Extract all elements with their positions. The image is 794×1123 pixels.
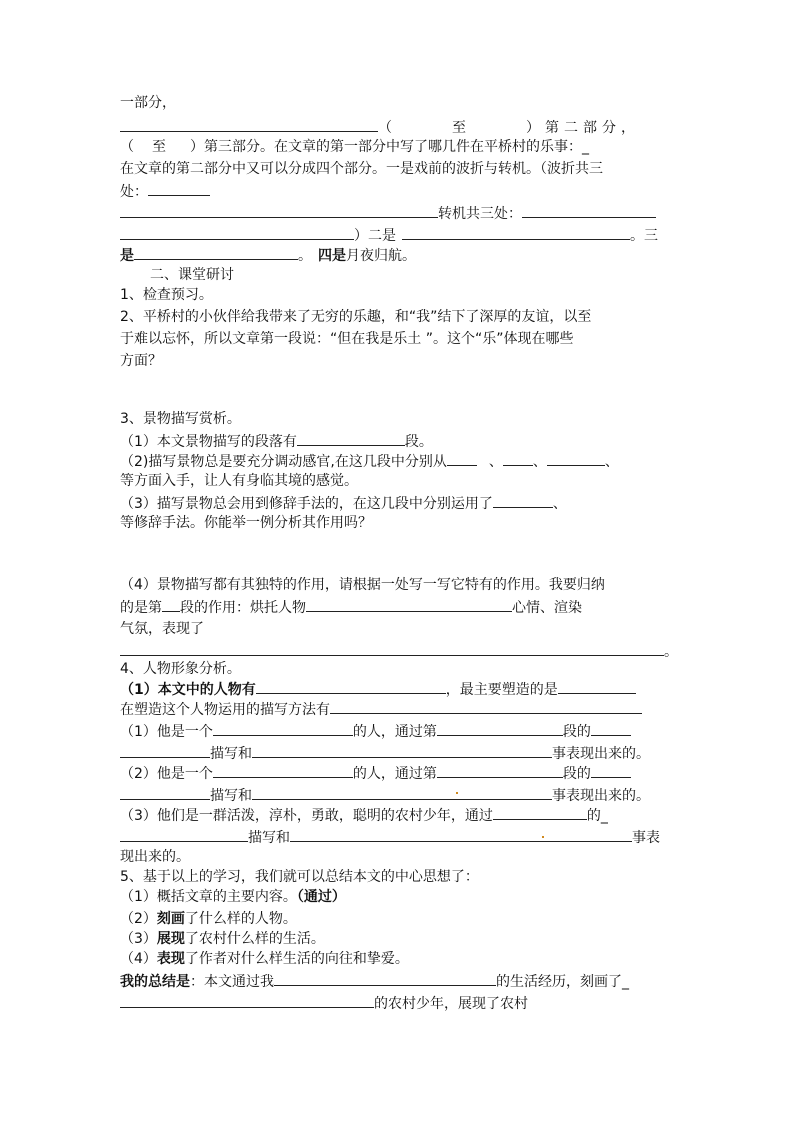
line-37: （3）展现了农村什么样的生活。 (120, 931, 325, 947)
blank[interactable] (134, 244, 298, 260)
line-8: 是 。 四是月夜归航。 (120, 244, 676, 266)
blank[interactable] (493, 492, 553, 508)
blank[interactable] (213, 720, 353, 736)
blank[interactable] (274, 970, 496, 986)
blank[interactable] (402, 224, 630, 240)
line-21: 的是第 段的作用：烘托人物 心情、渲染 (120, 596, 676, 618)
blank[interactable] (297, 430, 405, 446)
stray-mark (456, 792, 458, 794)
line-5: 处： (120, 180, 676, 202)
blank[interactable] (120, 202, 438, 218)
line-36: （2）刻画了什么样的人物。 (120, 911, 297, 927)
line-15: （1）本文景物描写的段落有 段。 (120, 430, 676, 452)
line-19: 等修辞手法。你能举一例分析其作用吗？ (120, 515, 372, 531)
section-heading: 二、课堂研讨 (150, 267, 234, 283)
line-33: 现出来的。 (120, 849, 190, 865)
blank[interactable] (437, 720, 563, 736)
stray-mark (542, 836, 544, 838)
line-27: （1）他是一个 的人，通过第 段的 (120, 720, 676, 742)
line-2: （ 至 ）第二部分， (120, 116, 676, 138)
blank[interactable] (120, 992, 374, 1008)
line-20: （4）景物描写都有其独特的作用，请根据一处写一写它特有的作用。我要归纳 (120, 577, 605, 593)
blank[interactable] (148, 180, 210, 196)
blank[interactable] (447, 450, 477, 466)
line-14: 3、景物描写赏析。 (120, 411, 241, 427)
line-39: 我的总结是：本文通过我 的生活经历，刻画了_ (120, 970, 676, 992)
line-16: （2)描写景物总是要充分调动感官,在这几段中分别从 、 、 、 (120, 450, 676, 472)
line-30: 描写和 事表现出来的。 (120, 784, 676, 806)
line-1: 一部分， (120, 95, 176, 111)
line-7: ）二是 。三 (120, 224, 676, 246)
blank[interactable] (290, 826, 632, 842)
blank[interactable] (162, 596, 180, 612)
blank[interactable] (591, 762, 631, 778)
blank[interactable] (252, 742, 552, 758)
blank[interactable] (503, 450, 533, 466)
line-35: （1）概括文章的主要内容。（通过） (120, 889, 346, 905)
line-11: 2、平桥村的小伙伴给我带来了无穷的乐趣，和“我”结下了深厚的友谊，以至 (120, 309, 592, 325)
line-25: （1）本文中的人物有 ，最主要塑造的是 (120, 678, 676, 700)
line-17: 等方面入手，让人有身临其境的感觉。 (120, 473, 358, 489)
line-28: 描写和 事表现出来的。 (120, 742, 676, 764)
blank[interactable] (120, 826, 248, 842)
blank[interactable] (252, 784, 552, 800)
line-32: 描写和 事表 (120, 826, 676, 848)
line-23: 。 (120, 640, 676, 662)
blank[interactable] (120, 640, 664, 656)
blank[interactable] (547, 450, 605, 466)
blank[interactable] (330, 698, 642, 714)
blank[interactable] (120, 116, 378, 132)
blank[interactable] (256, 678, 446, 694)
line-29: （2）他是一个 的人，通过第 段的 (120, 762, 676, 784)
blank[interactable] (558, 678, 636, 694)
line-40: 的农村少年，展现了农村 (120, 992, 676, 1014)
line-18: （3）描写景物总会用到修辞手法的，在这几段中分别运用了 、 (120, 492, 676, 514)
line-13: 方面？ (120, 353, 162, 369)
blank[interactable] (120, 742, 210, 758)
line-34: 5、基于以上的学习，我们就可以总结本文的中心思想了： (120, 869, 479, 885)
blank[interactable] (437, 762, 563, 778)
blank[interactable] (306, 596, 512, 612)
line-38: （4）表现了作者对什么样生活的向往和挚爱。 (120, 951, 409, 967)
line-31: （3）他们是一群活泼，淳朴，勇敢，聪明的农村少年，通过 的_ (120, 804, 676, 826)
blank[interactable] (120, 224, 354, 240)
line-4: 在文章的第二部分中又可以分成四个部分。一是戏前的波折与转机。（波折共三 (120, 161, 603, 177)
blank[interactable] (493, 804, 587, 820)
line-22: 气氛，表现了 (120, 621, 204, 637)
blank[interactable] (120, 784, 210, 800)
blank[interactable] (522, 202, 656, 218)
line-6: 转机共三处： (120, 202, 676, 224)
line-12: 于难以忘怀，所以文章第一段说：“但在我是乐土 ”。这个“乐”体现在哪些 (120, 331, 574, 347)
blank[interactable] (213, 762, 353, 778)
line-10: 1、检查预习。 (120, 287, 213, 303)
line-3: （ 至 ）第三部分。在文章的第一部分中写了哪几件在平桥村的乐事：_ (120, 139, 589, 155)
blank[interactable] (591, 720, 631, 736)
line-26: 在塑造这个人物运用的描写方法有 (120, 698, 676, 720)
line-24: 4、人物形象分析。 (120, 661, 241, 677)
